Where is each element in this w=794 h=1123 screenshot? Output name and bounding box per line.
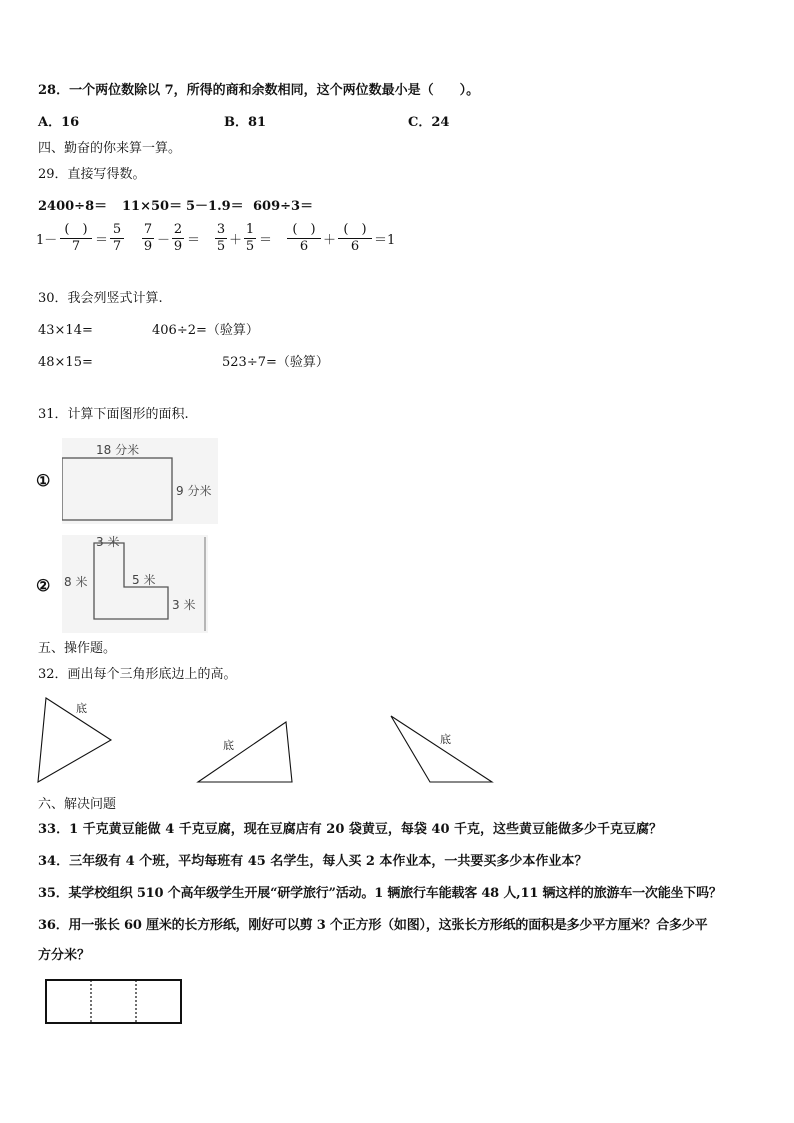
numerator: 2 — [173, 222, 183, 237]
fraction — [60, 222, 92, 255]
dimension-label: 18 分米 — [96, 443, 140, 457]
denominator: 7 — [71, 239, 81, 254]
option-c: C．24 — [408, 115, 450, 130]
fraction — [142, 222, 154, 255]
question-35: 35．某学校组织 510 个高年级学生开展“研学旅行”活动。1 辆旅行车能载客 48 人,11 辆这样的旅游车一次能坐下吗？ — [38, 886, 722, 901]
question-30-title: 30．我会列竖式计算. — [38, 291, 163, 306]
calc-item: 2400÷8＝ — [38, 199, 108, 214]
calc-item: 48×15= — [38, 355, 93, 370]
fraction — [244, 222, 256, 255]
fraction — [110, 222, 124, 255]
question-36-line1: 36．用一张长 60 厘米的长方形纸，刚好可以剪 3 个正方形（如图），这张长方形纸的面积是多少平方厘米？合多少平 — [38, 918, 708, 933]
question-32-title: 32．画出每个三角形底边上的高。 — [38, 667, 237, 682]
triangle-2 — [198, 722, 292, 782]
numerator: ( ) — [287, 222, 321, 239]
fraction — [338, 222, 372, 255]
rectangle-paper-figure — [44, 978, 184, 1026]
numerator: ( ) — [60, 222, 92, 239]
l-shape-figure — [62, 535, 208, 633]
equals-sign: ＝ — [259, 233, 273, 248]
calc-item: 523÷7=（验算） — [222, 355, 329, 370]
figure-background — [62, 438, 218, 524]
calc-item: 406÷2=（验算） — [152, 323, 259, 338]
denominator: 6 — [299, 239, 309, 254]
dimension-label: 9 分米 — [176, 484, 212, 498]
fraction — [287, 222, 321, 255]
question-33: 33．1 千克黄豆能做 4 千克豆腐，现在豆腐店有 20 袋黄豆，每袋 40 千克，这些黄豆能做多少千克豆腐？ — [38, 822, 663, 837]
calc-item: 5－1.9＝ — [186, 199, 244, 214]
base-label: 底 — [76, 702, 87, 715]
figure-2-marker: ② — [36, 576, 51, 595]
calc-item: 11×50＝ — [122, 199, 183, 214]
calc-item: 43×14= — [38, 323, 93, 338]
base-label: 底 — [223, 739, 234, 752]
numerator: ( ) — [338, 222, 372, 239]
numerator: 7 — [143, 222, 153, 237]
denominator: 9 — [173, 239, 183, 254]
dimension-label: 8 米 — [64, 575, 88, 589]
option-b: B．81 — [224, 115, 267, 130]
fraction — [215, 222, 227, 255]
question-36-line2: 方分米？ — [38, 948, 91, 963]
question-34: 34．三年级有 4 个班，平均每班有 45 名学生，每人买 2 本作业本，一共要买多少本作业本？ — [38, 854, 588, 869]
operator: － — [157, 233, 171, 248]
figure-1-marker: ① — [36, 471, 51, 490]
equals-sign: ＝ — [187, 233, 201, 248]
section-4-heading: 四、勤奋的你来算一算。 — [38, 141, 182, 156]
question-31-title: 31．计算下面图形的面积. — [38, 407, 189, 422]
paper-rectangle — [46, 980, 181, 1023]
base-label: 底 — [440, 733, 451, 746]
fraction — [172, 222, 184, 255]
rectangle-figure — [62, 438, 218, 524]
equals-sign: ＝1 — [374, 233, 396, 248]
fraction-prefix: 1－ — [36, 233, 58, 248]
denominator: 5 — [245, 239, 255, 254]
operator: ＋ — [323, 233, 337, 248]
section-6-heading: 六、解决问题 — [38, 797, 117, 812]
triangle-1 — [38, 698, 111, 782]
dimension-label: 3 米 — [96, 535, 120, 549]
calc-item: 609÷3＝ — [253, 199, 314, 214]
numerator: 5 — [110, 222, 124, 239]
option-a: A．16 — [38, 115, 80, 130]
denominator: 6 — [350, 239, 360, 254]
dimension-label: 5 米 — [132, 573, 156, 587]
section-5-heading: 五、操作题。 — [38, 641, 117, 656]
numerator: 3 — [216, 222, 226, 237]
question-28: 28．一个两位数除以 7，所得的商和余数相同，这个两位数最小是（ ）。 — [38, 83, 480, 98]
denominator: 7 — [112, 239, 122, 254]
denominator: 5 — [216, 239, 226, 254]
denominator: 9 — [143, 239, 153, 254]
triangles-figure — [30, 694, 510, 790]
equals-sign: ＝ — [95, 233, 109, 248]
numerator: 1 — [245, 222, 255, 237]
dimension-label: 3 米 — [172, 598, 196, 612]
question-29-title: 29．直接写得数。 — [38, 167, 146, 182]
triangle-3 — [391, 716, 492, 782]
operator: ＋ — [229, 233, 243, 248]
